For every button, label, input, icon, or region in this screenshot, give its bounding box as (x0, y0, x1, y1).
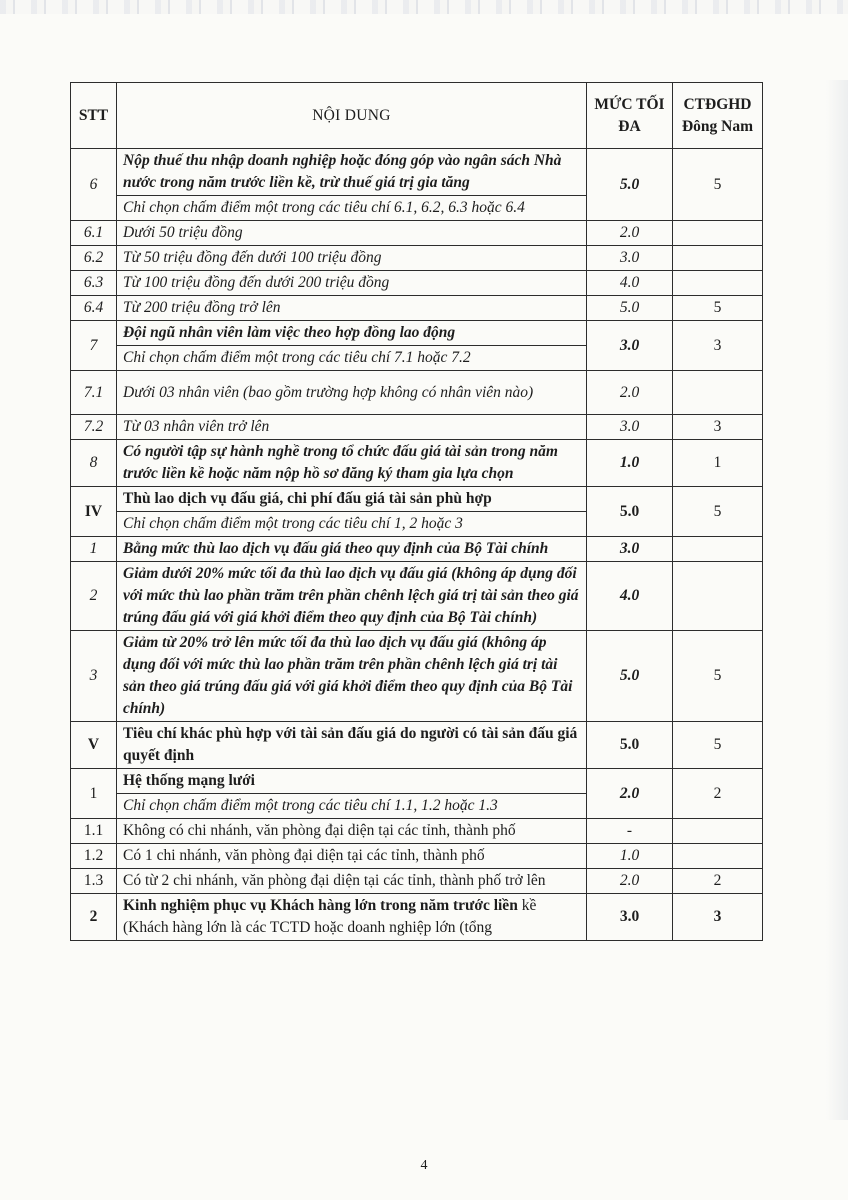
row-max-score: 1.0 (587, 440, 673, 487)
row-max-score: 2.0 (587, 769, 673, 819)
row-stt: 6.2 (71, 246, 117, 271)
table-row (71, 769, 763, 794)
row-subnote: Chỉ chọn chấm điểm một trong các tiêu chí 6.1, 6.2, 6.3 hoặc 6.4 (117, 196, 587, 221)
row-max-score: 3.0 (587, 321, 673, 371)
row-content: Dưới 50 triệu đồng (117, 221, 587, 246)
table-row (71, 440, 763, 487)
row-content: Dưới 03 nhân viên (bao gồm trường hợp không có nhân viên nào) (117, 371, 587, 415)
table-row (71, 246, 763, 271)
row-stt: 2 (71, 894, 117, 941)
row-max-score: 3.0 (587, 246, 673, 271)
header-stt: STT (71, 83, 117, 149)
row-stt: 7.2 (71, 415, 117, 440)
row-unit-score (673, 271, 763, 296)
row-max-score: 5.0 (587, 487, 673, 537)
header-max-score: MỨC TỐI ĐA (587, 83, 673, 149)
row-unit-score: 5 (673, 722, 763, 769)
table-row (71, 221, 763, 246)
row-unit-score (673, 221, 763, 246)
row-content-lead: Kinh nghiệm phục vụ Khách hàng lớn trong năm trước liền (123, 897, 522, 914)
table-row (71, 296, 763, 321)
row-stt: 3 (71, 631, 117, 722)
row-content: Có từ 2 chi nhánh, văn phòng đại diện tại các tỉnh, thành phố trở lên (117, 869, 587, 894)
row-max-score: 5.0 (587, 722, 673, 769)
scan-top-edge (0, 0, 848, 14)
row-unit-score: 3 (673, 415, 763, 440)
row-unit-score: 2 (673, 869, 763, 894)
row-content: Hệ thống mạng lưới (117, 769, 587, 794)
table-row (71, 321, 763, 346)
row-stt: IV (71, 487, 117, 537)
row-content: Không có chi nhánh, văn phòng đại diện tại các tỉnh, thành phố (117, 819, 587, 844)
table-row (71, 722, 763, 769)
row-stt: 7.1 (71, 371, 117, 415)
row-content: Từ 50 triệu đồng đến dưới 100 triệu đồng (117, 246, 587, 271)
row-stt: 6.4 (71, 296, 117, 321)
table-row (71, 631, 763, 722)
row-stt: 1.3 (71, 869, 117, 894)
table-row (71, 487, 763, 512)
row-unit-score: 1 (673, 440, 763, 487)
row-unit-score (673, 246, 763, 271)
criteria-table (70, 82, 763, 941)
row-content: Từ 200 triệu đồng trở lên (117, 296, 587, 321)
table-row (71, 537, 763, 562)
row-content: Giảm dưới 20% mức tối đa thù lao dịch vụ đấu giá (không áp dụng đối với mức thù lao phần trăm trên phần chênh lệch giá trị tài sản theo giá trúng đấu giá với giá khởi điểm theo quy định của Bộ Tài chính) (117, 562, 587, 631)
row-unit-score (673, 844, 763, 869)
row-max-score: 5.0 (587, 631, 673, 722)
row-subnote: Chỉ chọn chấm điểm một trong các tiêu chí 1, 2 hoặc 3 (117, 512, 587, 537)
row-content: Từ 03 nhân viên trở lên (117, 415, 587, 440)
page-number: 4 (420, 1158, 428, 1173)
row-unit-score: 5 (673, 631, 763, 722)
row-content: Bằng mức thù lao dịch vụ đấu giá theo quy định của Bộ Tài chính (117, 537, 587, 562)
row-unit-score (673, 562, 763, 631)
row-stt: 7 (71, 321, 117, 371)
row-subnote: Chỉ chọn chấm điểm một trong các tiêu chí 1.1, 1.2 hoặc 1.3 (117, 794, 587, 819)
row-unit-score: 5 (673, 149, 763, 221)
row-max-score: 4.0 (587, 562, 673, 631)
table-row (71, 415, 763, 440)
row-max-score: 2.0 (587, 371, 673, 415)
table-row (71, 562, 763, 631)
row-unit-score: 5 (673, 296, 763, 321)
row-stt: 6.3 (71, 271, 117, 296)
row-subnote: Chỉ chọn chấm điểm một trong các tiêu chí 7.1 hoặc 7.2 (117, 346, 587, 371)
table-row (71, 844, 763, 869)
row-content: Có người tập sự hành nghề trong tổ chức đấu giá tài sản trong năm trước liền kề hoặc năm nộp hồ sơ đăng ký tham gia lựa chọn (117, 440, 587, 487)
row-content: Đội ngũ nhân viên làm việc theo hợp đồng lao động (117, 321, 587, 346)
row-content: Từ 100 triệu đồng đến dưới 200 triệu đồng (117, 271, 587, 296)
scan-right-edge (826, 80, 848, 1120)
row-stt: 1.2 (71, 844, 117, 869)
row-max-score: 5.0 (587, 149, 673, 221)
table-row (71, 894, 763, 941)
table-row (71, 371, 763, 415)
row-max-score: 3.0 (587, 894, 673, 941)
table-row (71, 819, 763, 844)
row-stt: 1 (71, 537, 117, 562)
row-content: Có 1 chi nhánh, văn phòng đại diện tại các tỉnh, thành phố (117, 844, 587, 869)
row-stt: 1.1 (71, 819, 117, 844)
row-max-score: 4.0 (587, 271, 673, 296)
row-content: Giảm từ 20% trở lên mức tối đa thù lao dịch vụ đấu giá (không áp dụng đối với mức thù lao phần trăm trên phần chênh lệch giá trị tài sản theo giá trúng đấu giá với giá khởi điểm theo quy định của Bộ Tài chính) (117, 631, 587, 722)
row-stt: 6.1 (71, 221, 117, 246)
table-header-row (71, 83, 763, 149)
row-stt: 1 (71, 769, 117, 819)
row-content: Thù lao dịch vụ đấu giá, chi phí đấu giá tài sản phù hợp (117, 487, 587, 512)
row-unit-score (673, 537, 763, 562)
table-row (71, 149, 763, 196)
row-max-score: 5.0 (587, 296, 673, 321)
row-unit-score: 3 (673, 894, 763, 941)
row-stt: 2 (71, 562, 117, 631)
row-max-score: 2.0 (587, 221, 673, 246)
row-content: Nộp thuế thu nhập doanh nghiệp hoặc đóng góp vào ngân sách Nhà nước trong năm trước liền kề, trừ thuế giá trị gia tăng (117, 149, 587, 196)
row-max-score: - (587, 819, 673, 844)
row-content: Tiêu chí khác phù hợp với tài sản đấu giá do người có tài sản đấu giá quyết định (117, 722, 587, 769)
row-max-score: 3.0 (587, 537, 673, 562)
row-stt: V (71, 722, 117, 769)
header-unit: CTĐGHD Đông Nam (673, 83, 763, 149)
row-unit-score: 3 (673, 321, 763, 371)
table-row (71, 271, 763, 296)
row-unit-score: 2 (673, 769, 763, 819)
row-unit-score (673, 371, 763, 415)
row-unit-score (673, 819, 763, 844)
row-max-score: 2.0 (587, 869, 673, 894)
row-max-score: 1.0 (587, 844, 673, 869)
row-content (117, 894, 587, 941)
row-unit-score: 5 (673, 487, 763, 537)
row-stt: 8 (71, 440, 117, 487)
row-stt: 6 (71, 149, 117, 221)
row-max-score: 3.0 (587, 415, 673, 440)
table-row (71, 869, 763, 894)
header-content: NỘI DUNG (117, 83, 587, 149)
row-content-tail: kề (Khách hàng lớn là các TCTD hoặc doanh nghiệp lớn (tổng (123, 897, 537, 936)
